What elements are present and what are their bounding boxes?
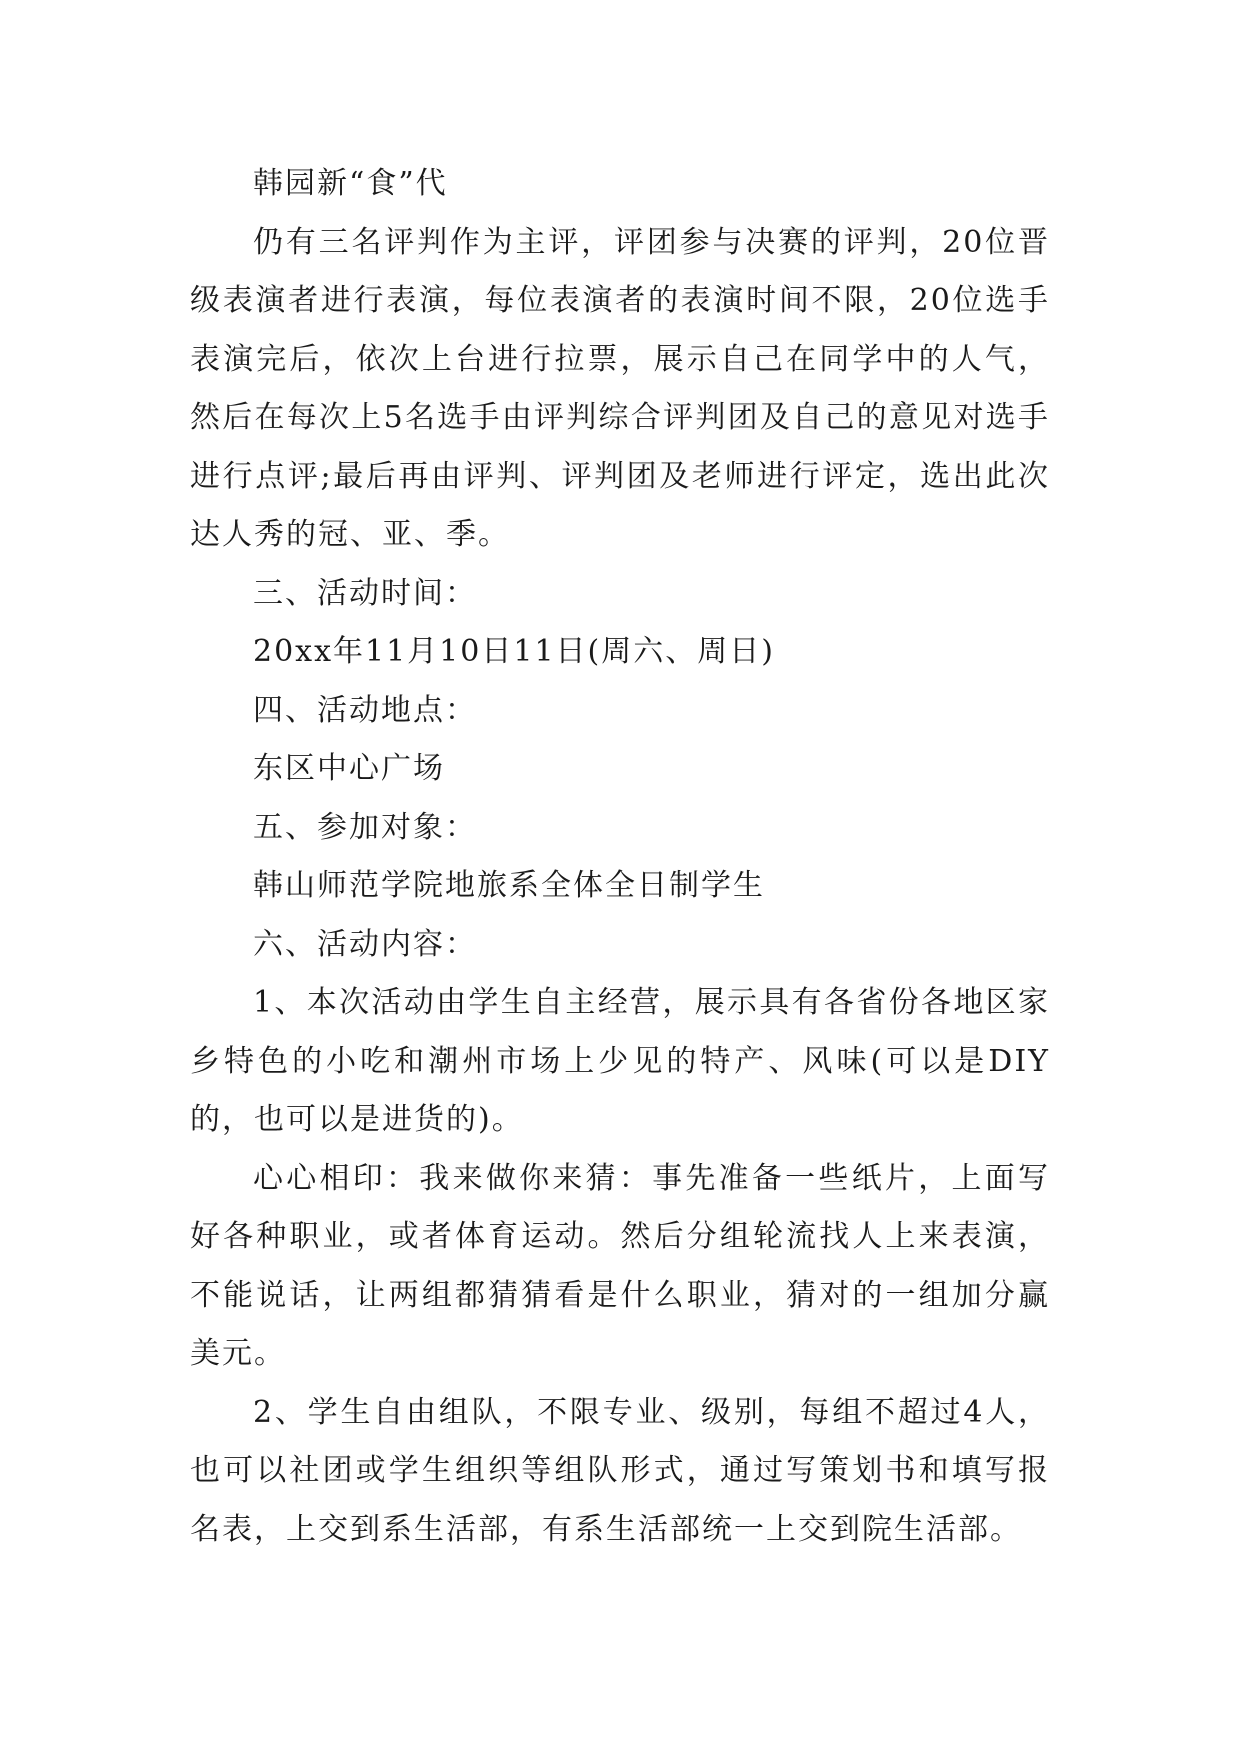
body-paragraph: 东区中心广场 <box>253 751 445 786</box>
section-heading: 四、活动地点： <box>253 692 477 728</box>
section-heading: 六、活动内容： <box>253 926 477 962</box>
section-heading: 三、活动时间： <box>253 575 477 611</box>
body-paragraph: 1、本次活动由学生自主经营，展示具有各省份各地区家乡特色的小吃和潮州市场上少见的特产、风味(可以是DIY的，也可以是进货的)。 <box>190 985 1050 1137</box>
section-heading: 韩园新“食”代 <box>253 166 448 201</box>
section-heading: 五、参加对象： <box>253 809 477 845</box>
body-paragraph: 仍有三名评判作为主评，评团参与决赛的评判，20位晋级表演者进行表演，每位表演者的表演时间不限，20位选手表演完后，依次上台进行拉票，展示自己在同学中的人气，然后在每次上5名选手由评判综合评判团及自己的意见对选手进行点评;最后再由评判、评判团及老师进行评定，选出此次达人秀的冠、亚、季。 <box>190 224 1050 552</box>
body-paragraph: 2、学生自由组队，不限专业、级别，每组不超过4人，也可以社团或学生组织等组队形式，通过写策划书和填写报名表，上交到系生活部，有系生活部统一上交到院生活部。 <box>190 1394 1050 1547</box>
body-paragraph: 韩山师范学院地旅系全体全日制学生 <box>253 868 765 903</box>
document-body <box>190 155 1050 1559</box>
body-paragraph: 心心相印：我来做你来猜：事先准备一些纸片，上面写好各种职业，或者体育运动。然后分组轮流找人上来表演，不能说话，让两组都猜猜看是什么职业，猜对的一组加分赢美元。 <box>190 1160 1050 1371</box>
body-paragraph: 20xx年11月10日11日(周六、周日) <box>253 634 775 669</box>
